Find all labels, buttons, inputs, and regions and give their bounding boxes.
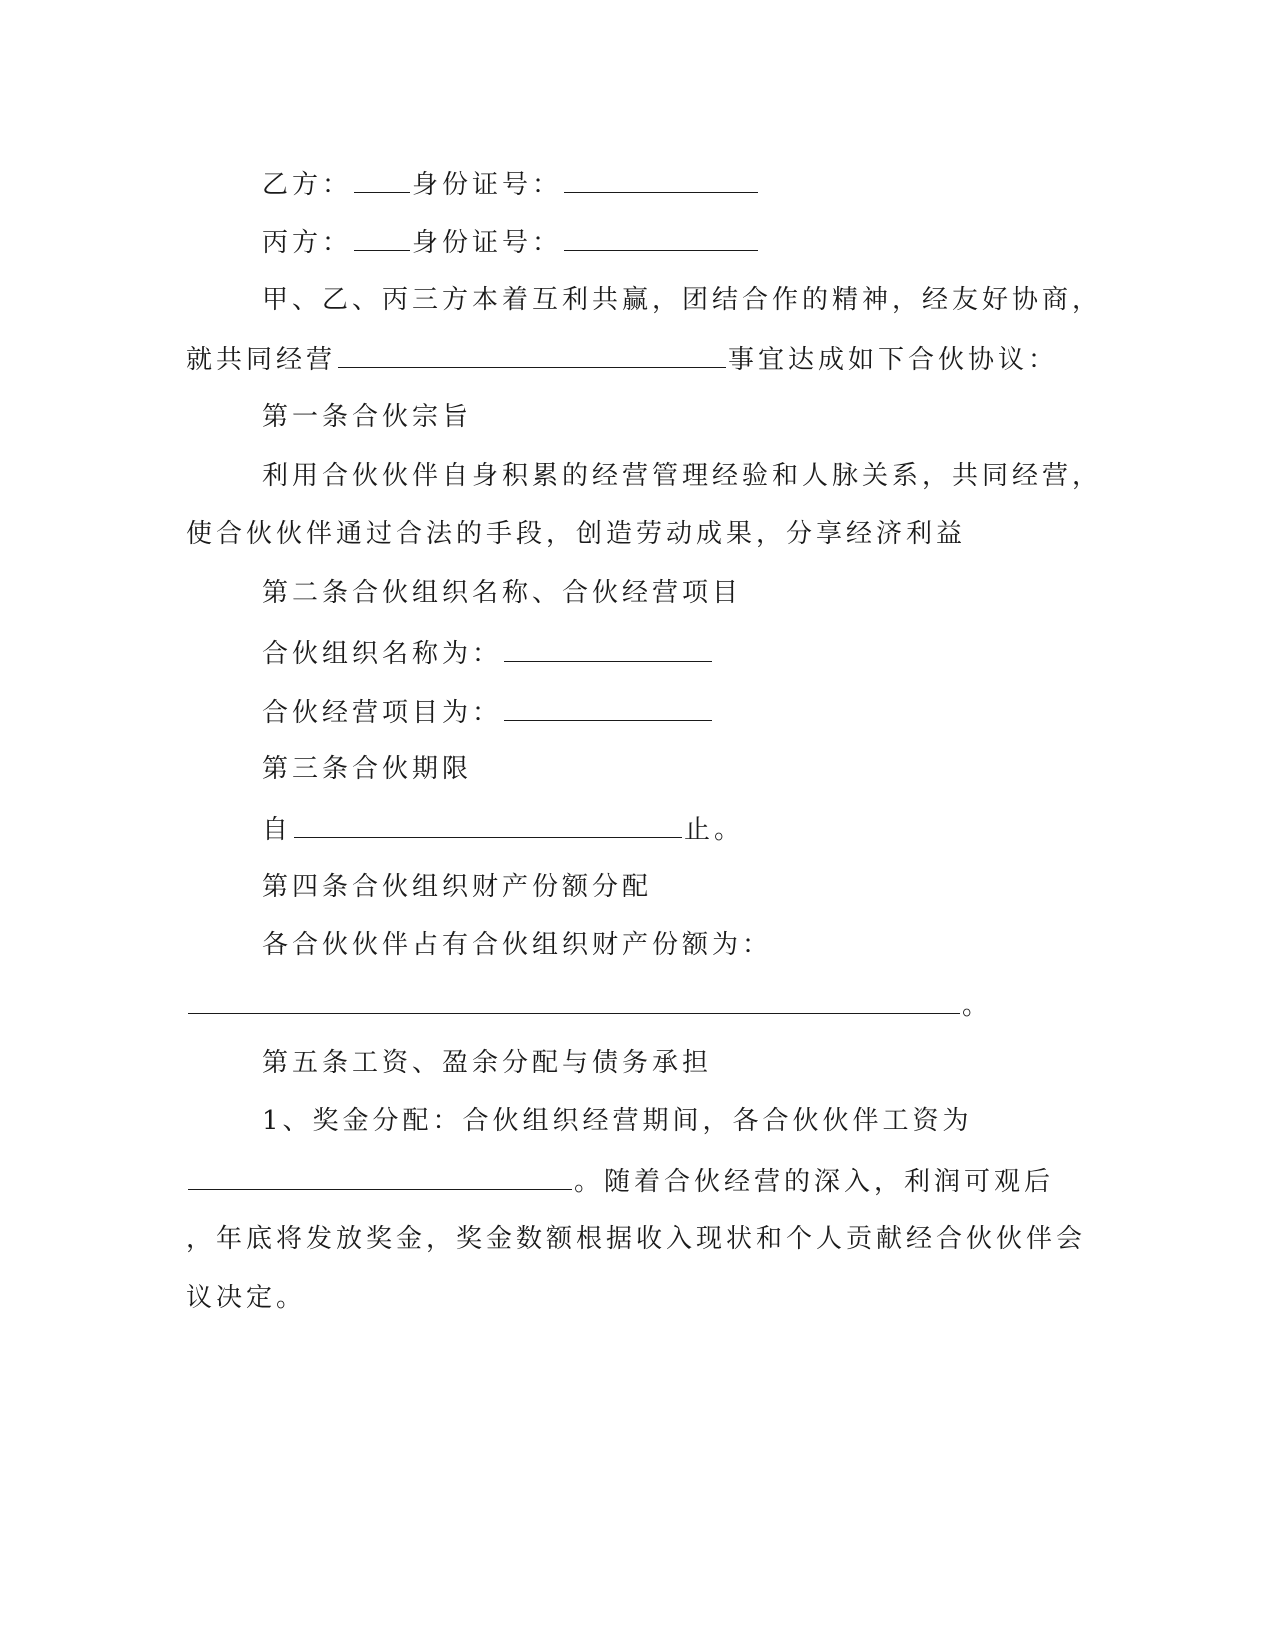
article-3-heading: 第三条合伙期限 — [262, 754, 473, 784]
bonus-line-1: 1、奖金分配：合伙组织经营期间，各合伙伙伴工资为 — [262, 1106, 973, 1136]
party-b-line — [262, 166, 760, 202]
share-blank — [188, 987, 960, 1014]
term-prefix: 自 — [262, 815, 293, 845]
party-b-id-label: 身份证号： — [412, 170, 563, 200]
term-suffix: 止。 — [684, 815, 745, 845]
term-line — [262, 811, 744, 847]
business-blank — [338, 341, 726, 368]
share-blank-line — [186, 987, 992, 1023]
project-blank — [504, 694, 712, 721]
preamble-suffix: 事宜达成如下合伙协议： — [728, 345, 1059, 375]
share-period: 。 — [962, 991, 993, 1021]
party-c-name-blank — [354, 224, 410, 251]
project-label: 合伙经营项目为： — [262, 698, 503, 728]
org-name-blank — [504, 635, 712, 662]
preamble-line-1: 甲、乙、丙三方本着互利共赢，团结合作的精神，经友好协商， — [262, 285, 1103, 315]
party-c-label: 丙方： — [262, 228, 353, 258]
bonus-line-3: ，年底将发放奖金，奖金数额根据收入现状和个人贡献经合伙伙伴会 — [186, 1224, 1087, 1254]
party-b-label: 乙方： — [262, 170, 353, 200]
article-1-text-2: 使合伙伙伴通过合法的手段，创造劳动成果，分享经济利益 — [186, 519, 967, 549]
share-line: 各合伙伙伴占有合伙组织财产份额为： — [262, 930, 773, 960]
bonus-line-2-text: 。随着合伙经营的深入，利润可观后 — [574, 1167, 1055, 1197]
article-1-heading: 第一条合伙宗旨 — [262, 402, 473, 432]
bonus-line-4: 议决定。 — [186, 1283, 307, 1313]
project-line — [262, 694, 714, 730]
org-name-label: 合伙组织名称为： — [262, 639, 503, 669]
preamble-prefix: 就共同经营 — [186, 345, 337, 375]
term-blank — [294, 811, 682, 838]
party-c-id-blank — [564, 224, 758, 251]
org-name-line — [262, 635, 714, 671]
party-c-line — [262, 224, 760, 260]
party-c-id-label: 身份证号： — [412, 228, 563, 258]
bonus-line-2 — [186, 1163, 1054, 1199]
article-1-text-1: 利用合伙伙伴自身积累的经营管理经验和人脉关系，共同经营， — [262, 461, 1103, 491]
article-2-heading: 第二条合伙组织名称、合伙经营项目 — [262, 578, 743, 608]
preamble-line-2 — [186, 341, 1058, 377]
party-b-id-blank — [564, 166, 758, 193]
article-5-heading: 第五条工资、盈余分配与债务承担 — [262, 1048, 713, 1078]
article-4-heading: 第四条合伙组织财产份额分配 — [262, 872, 653, 902]
wage-blank — [188, 1163, 572, 1190]
party-b-name-blank — [354, 166, 410, 193]
